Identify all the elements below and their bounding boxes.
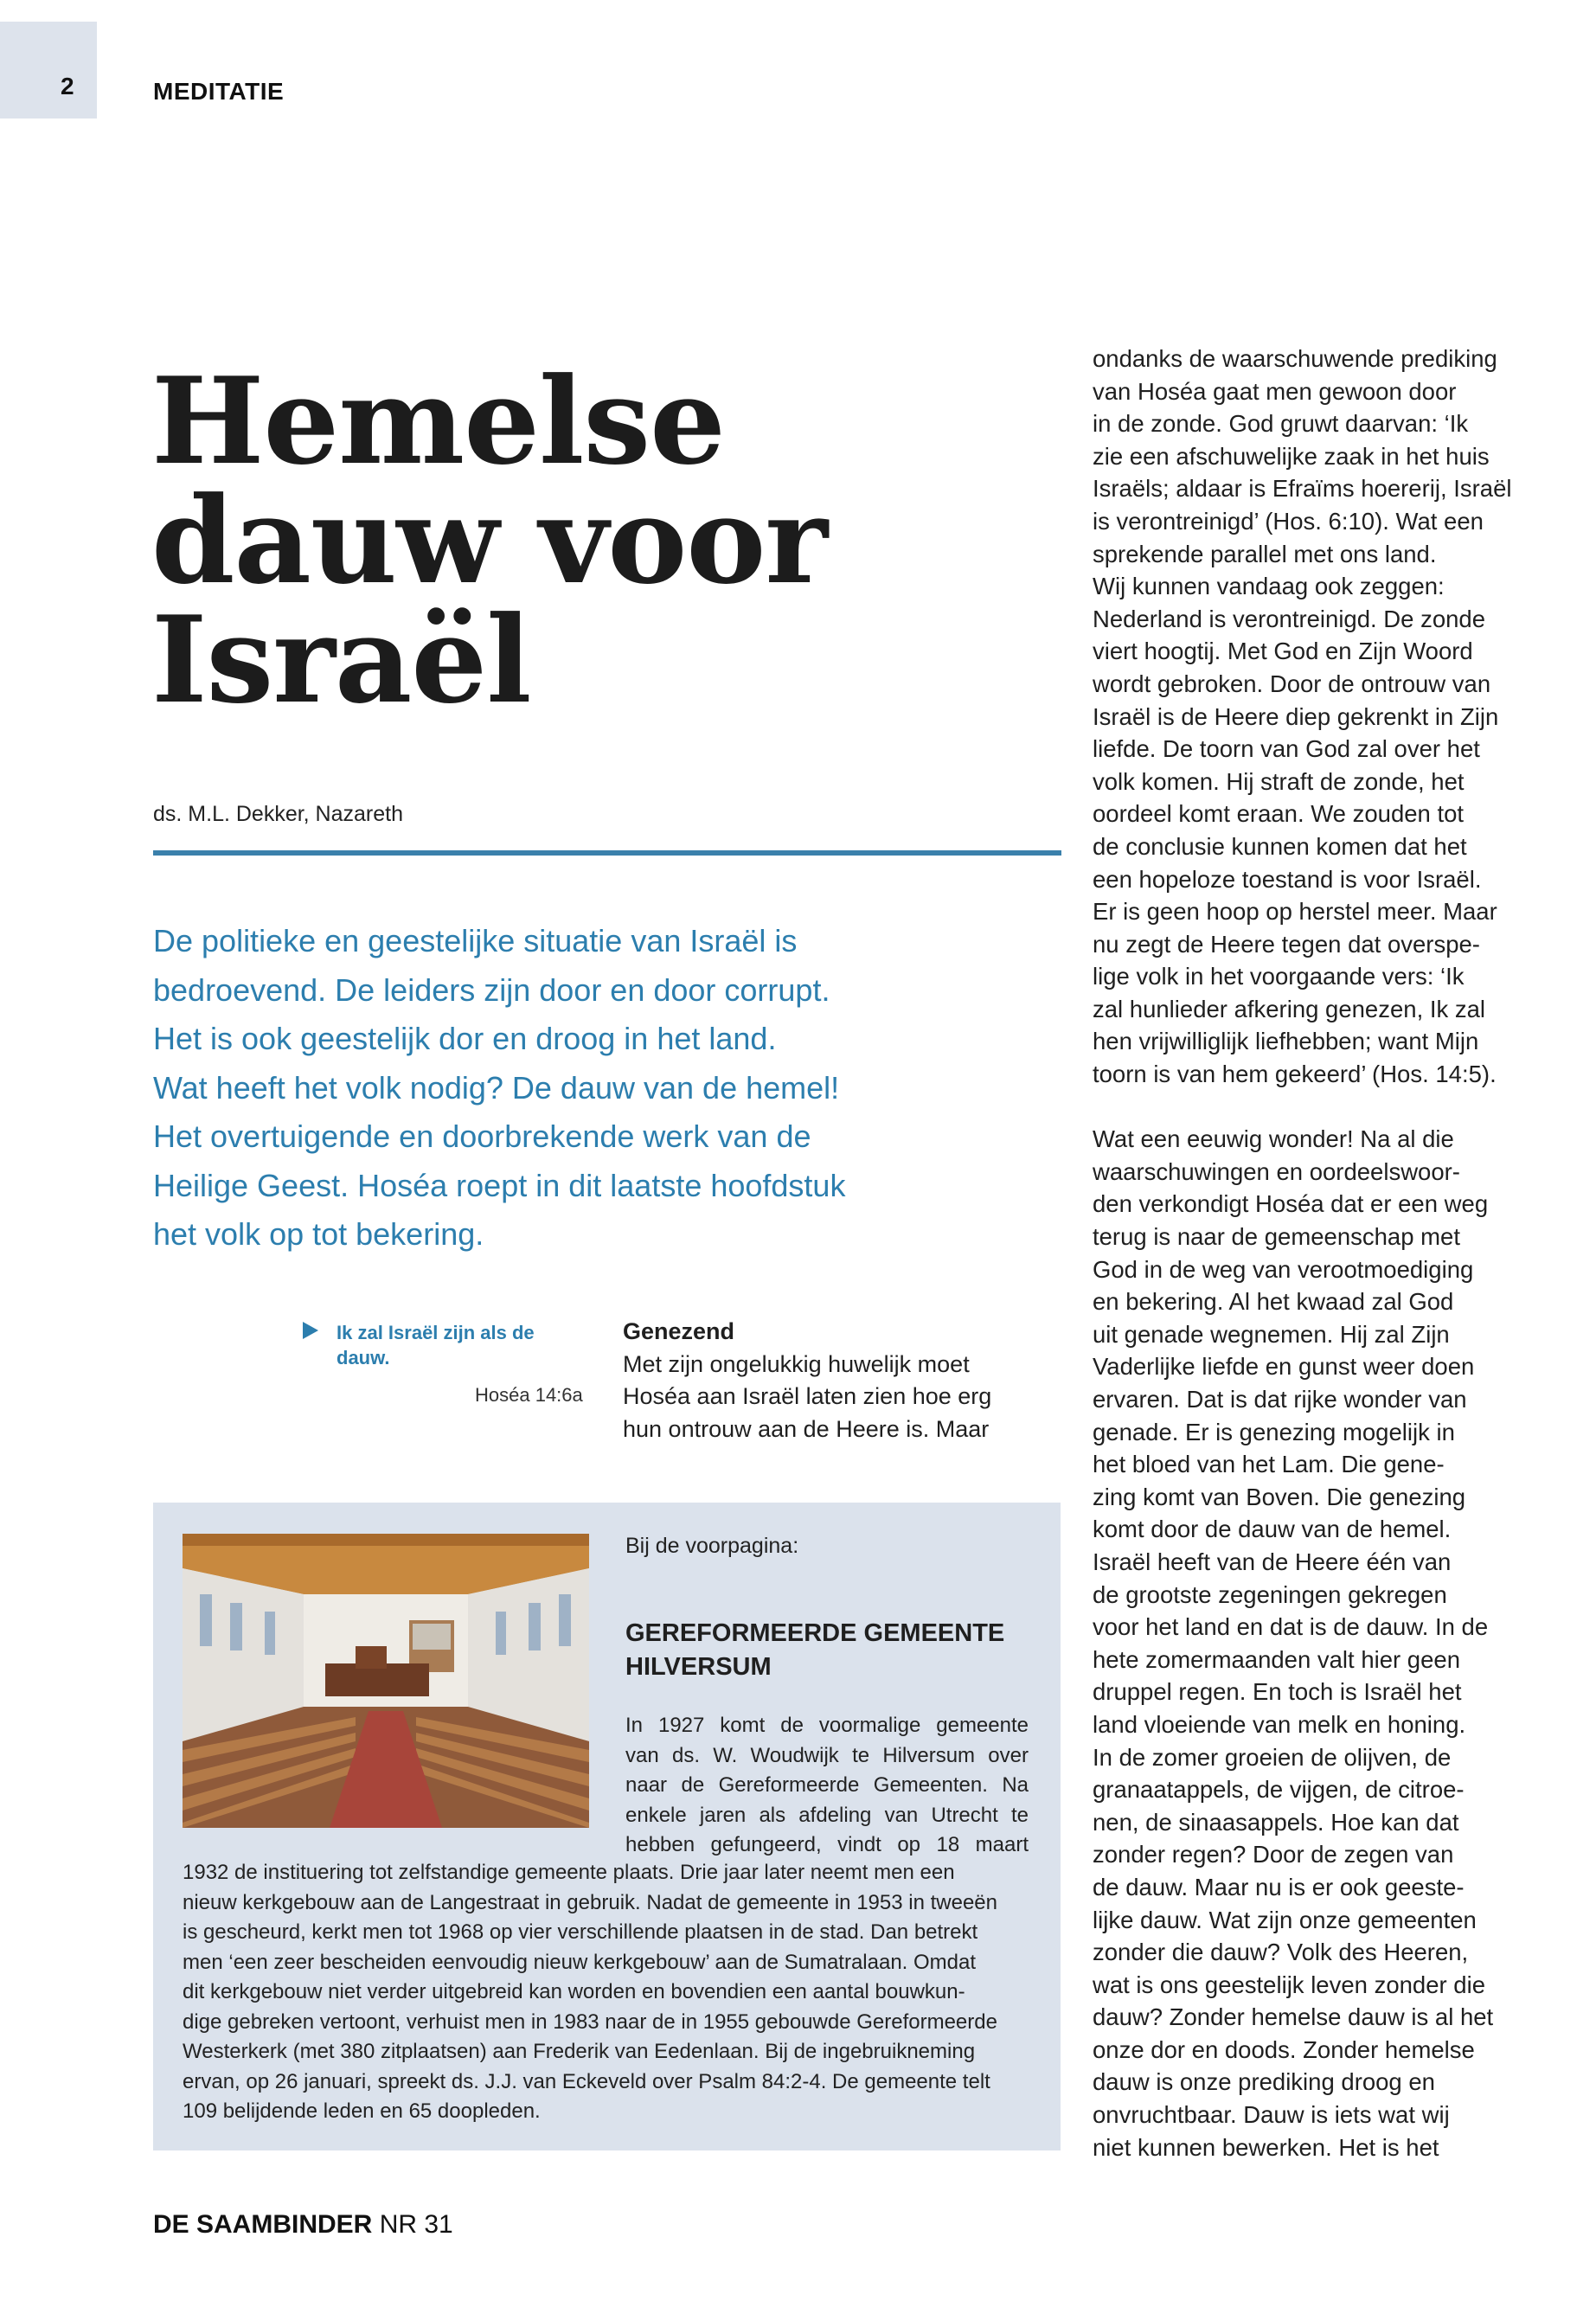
body-line: zonder die dauw? Volk des Heeren, — [1093, 1939, 1469, 1966]
sidebar-line: ervan, op 26 januari, spreekt ds. J.J. van Eckeveld over Psalm 84:2-4. De gemeente telt — [183, 2069, 990, 2093]
sidebar-line: naar de Gereformeerde Gemeenten. Na — [625, 1773, 1029, 1797]
sidebar-body-bottom — [183, 1858, 1030, 2127]
sidebar-line: men ‘een zeer bescheiden eenvoudig nieuw kerkgebouw’ aan de Sumatralaan. Omdat — [183, 1950, 977, 1974]
body-line: waarschuwingen en oordeelswoor- — [1093, 1157, 1460, 1185]
sidebar-title: GEREFORMEERDE GEMEENTE HILVERSUM — [625, 1619, 1005, 1681]
body-line: Er is geen hoop op herstel meer. Maar — [1093, 898, 1497, 926]
body-line: Nederland is verontreinigd. De zonde — [1093, 605, 1486, 632]
section-label: MEDITATIE — [153, 78, 285, 105]
body-line: lige volk in het voorgaande vers: ‘Ik — [1093, 963, 1465, 990]
lead-line: De politieke en geestelijke situatie van Israël is — [153, 923, 798, 958]
sidebar-body-top — [625, 1711, 1029, 1861]
body-line: Vaderlijke liefde en gunst weer doen — [1093, 1353, 1475, 1381]
lead-line: het volk op tot bekering. — [153, 1216, 484, 1252]
body-line: en bekering. Al het kwaad zal God — [1093, 1288, 1454, 1316]
sidebar-line: dige gebreken vertoont, verhuist men in 1983 naar de in 1955 gebouwde Gereformeerde — [183, 2009, 997, 2034]
magazine-name: DE SAAMBINDER — [153, 2210, 373, 2239]
body-line: een hopeloze toestand is voor Israël. — [1093, 865, 1482, 893]
lead-line: Heilige Geest. Hoséa roept in dit laatste hoofdstuk — [153, 1167, 846, 1203]
body-line: in de zonde. God gruwt daarvan: ‘Ik — [1093, 410, 1469, 438]
sidebar-intro: Bij de voorpagina: — [625, 1534, 799, 1558]
play-arrow-icon — [303, 1322, 318, 1339]
body-line: Wij kunnen vandaag ook zeggen: — [1093, 573, 1445, 600]
body-column-middle — [623, 1316, 1055, 1445]
lead-line: bedroevend. De leiders zijn door en door corrupt. — [153, 971, 830, 1008]
body-line: niet kunnen bewerken. Het is het — [1093, 2133, 1439, 2161]
body-line: de dauw. Maar nu is er ook geeste- — [1093, 1873, 1465, 1900]
body-line: genade. Er is genezing mogelijk in — [1093, 1418, 1455, 1445]
sidebar-line: 109 belijdende leden en 65 doopleden. — [183, 2099, 541, 2123]
author-byline: ds. M.L. Dekker, Nazareth — [153, 802, 404, 826]
body-line: toorn is van hem gekeerd’ (Hos. 14:5). — [1093, 1061, 1497, 1088]
body-line: viert hoogtij. Met God en Zijn Woord — [1093, 638, 1473, 665]
sidebar-line: enkele jaren als afdeling van Utrecht te — [625, 1803, 1029, 1827]
body-line: de conclusie kunnen komen dat het — [1093, 832, 1467, 860]
body-line: hen vrijwilliglijk liefhebben; want Mijn — [1093, 1028, 1479, 1055]
body-line: nu zegt de Heere tegen dat overspe- — [1093, 930, 1480, 958]
page-footer — [153, 2210, 453, 2240]
body-line: nen, de sinaasappels. Hoe kan dat — [1093, 1808, 1459, 1836]
body-line: Israëls; aldaar is Efraïms hoererij, Israël — [1093, 475, 1512, 503]
article-title — [151, 350, 1042, 730]
body-line: zie een afschuwelijke zaak in het huis — [1093, 442, 1490, 470]
title-line: dauw voor — [151, 470, 828, 611]
sidebar-line: In 1927 komt de voormalige gemeente — [625, 1714, 1029, 1737]
body-line: hun ontrouw aan de Heere is. Maar — [623, 1415, 990, 1442]
body-line: God in de weg van verootmoediging — [1093, 1255, 1474, 1283]
lead-paragraph — [153, 917, 1070, 1259]
issue-number: NR 31 — [379, 2210, 453, 2239]
body-line: terug is naar de gemeenschap met — [1093, 1223, 1460, 1251]
paragraph-gap — [1093, 1091, 1542, 1124]
body-line: den verkondigt Hoséa dat er een weg — [1093, 1190, 1489, 1218]
body-line: Met zijn ongelukkig huwelijk moet — [623, 1350, 970, 1377]
sidebar-line: is gescheurd, kerkt men tot 1968 op vier verschillende plaatsen in de stad. Dan betrekt — [183, 1920, 978, 1944]
body-line: ervaren. Dat is dat rijke wonder van — [1093, 1386, 1467, 1413]
body-line: lijke dauw. Wat zijn onze gemeenten — [1093, 1906, 1477, 1933]
body-line: komt door de dauw van de hemel. — [1093, 1516, 1452, 1543]
body-line: sprekende parallel met ons land. — [1093, 540, 1437, 567]
body-line: wat is ons geestelijk leven zonder die — [1093, 1971, 1486, 1998]
body-line: voor het land en dat is de dauw. In de — [1093, 1613, 1489, 1641]
page-number-box — [0, 22, 97, 119]
church-interior-photo — [183, 1534, 589, 1828]
lead-line: Het is ook geestelijk dor en droog in het land. — [153, 1021, 777, 1056]
body-line: van Hoséa gaat men gewoon door — [1093, 377, 1457, 405]
body-line: hete zomermaanden valt hier geen — [1093, 1645, 1460, 1673]
sidebar-line: nieuw kerkgebouw aan de Langestraat in gebruik. Nadat de gemeente in 1953 in tweeën — [183, 1890, 997, 1914]
body-line: druppel regen. En toch is Israël het — [1093, 1678, 1462, 1706]
sidebar-line: 1932 de instituering tot zelfstandige gemeente plaats. Drie jaar later neemt men een — [183, 1861, 955, 1884]
body-line: is verontreinigd’ (Hos. 6:10). Wat een — [1093, 507, 1484, 535]
right-paragraph-1 — [1093, 343, 1542, 1091]
body-line: dauw? Zonder hemelse dauw is al het — [1093, 2003, 1494, 2031]
body-line: het bloed van het Lam. Die gene- — [1093, 1451, 1445, 1478]
body-line: wordt gebroken. Door de ontrouw van — [1093, 670, 1491, 697]
sidebar-line: van ds. W. Woudwijk te Hilversum over — [625, 1743, 1029, 1767]
body-line: oordeel komt eraan. We zouden tot — [1093, 800, 1465, 828]
body-column-right — [1093, 343, 1542, 2163]
body-line: In de zomer groeien de olijven, de — [1093, 1743, 1452, 1771]
page-number: 2 — [61, 73, 74, 99]
sidebar-line: Westerkerk (met 380 zitplaatsen) aan Frederik van Eedenlaan. Bij de ingebruikneming — [183, 2040, 976, 2063]
body-line: liefde. De toorn van God zal over het — [1093, 735, 1480, 763]
title-line: Hemelse — [151, 350, 725, 491]
body-line: zing komt van Boven. Die genezing — [1093, 1483, 1466, 1510]
body-line: zal hunlieder afkering genezen, Ik zal — [1093, 995, 1486, 1022]
body-line: Israël heeft van de Heere één van — [1093, 1548, 1452, 1575]
lead-line: Het overtuigende en doorbrekende werk van de — [153, 1118, 811, 1154]
body-line: Israël is de Heere diep gekrenkt in Zijn — [1093, 702, 1499, 730]
pull-quote-reference: Hoséa 14:6a — [475, 1384, 583, 1406]
body-line: zonder regen? Door de zegen van — [1093, 1841, 1454, 1868]
title-divider — [153, 850, 1061, 856]
body-line: ondanks de waarschuwende prediking — [1093, 345, 1497, 372]
lead-line: Wat heeft het volk nodig? De dauw van de hemel! — [153, 1069, 840, 1106]
body-line: granaatappels, de vijgen, de citroe- — [1093, 1776, 1465, 1804]
body-line: Hoséa aan Israël laten zien hoe erg — [623, 1383, 992, 1409]
body-line: uit genade wegnemen. Hij zal Zijn — [1093, 1320, 1450, 1348]
subheading: Genezend — [623, 1318, 735, 1344]
right-paragraph-2 — [1093, 1123, 1542, 2163]
pull-quote: Ik zal Israël zijn als de dauw. — [337, 1322, 535, 1368]
body-line: dauw is onze prediking droog en — [1093, 2068, 1435, 2096]
body-line: onze dor en doods. Zonder hemelse — [1093, 2035, 1475, 2063]
body-line: de grootste zegeningen gekregen — [1093, 1580, 1447, 1608]
body-line: onvruchtbaar. Dauw is iets wat wij — [1093, 2101, 1450, 2129]
sidebar-line: dit kerkgebouw niet verder uitgebreid kan worden en bovendien een aantal bouwkun- — [183, 1980, 965, 2003]
body-line: volk komen. Hij straft de zonde, het — [1093, 767, 1465, 795]
body-line: Wat een eeuwig wonder! Na al die — [1093, 1125, 1454, 1153]
title-line: Israël — [151, 589, 531, 730]
body-line: land vloeiende van melk en honing. — [1093, 1710, 1466, 1738]
sidebar-line: hebben gefungeerd, vindt op 18 maart — [625, 1833, 1029, 1856]
